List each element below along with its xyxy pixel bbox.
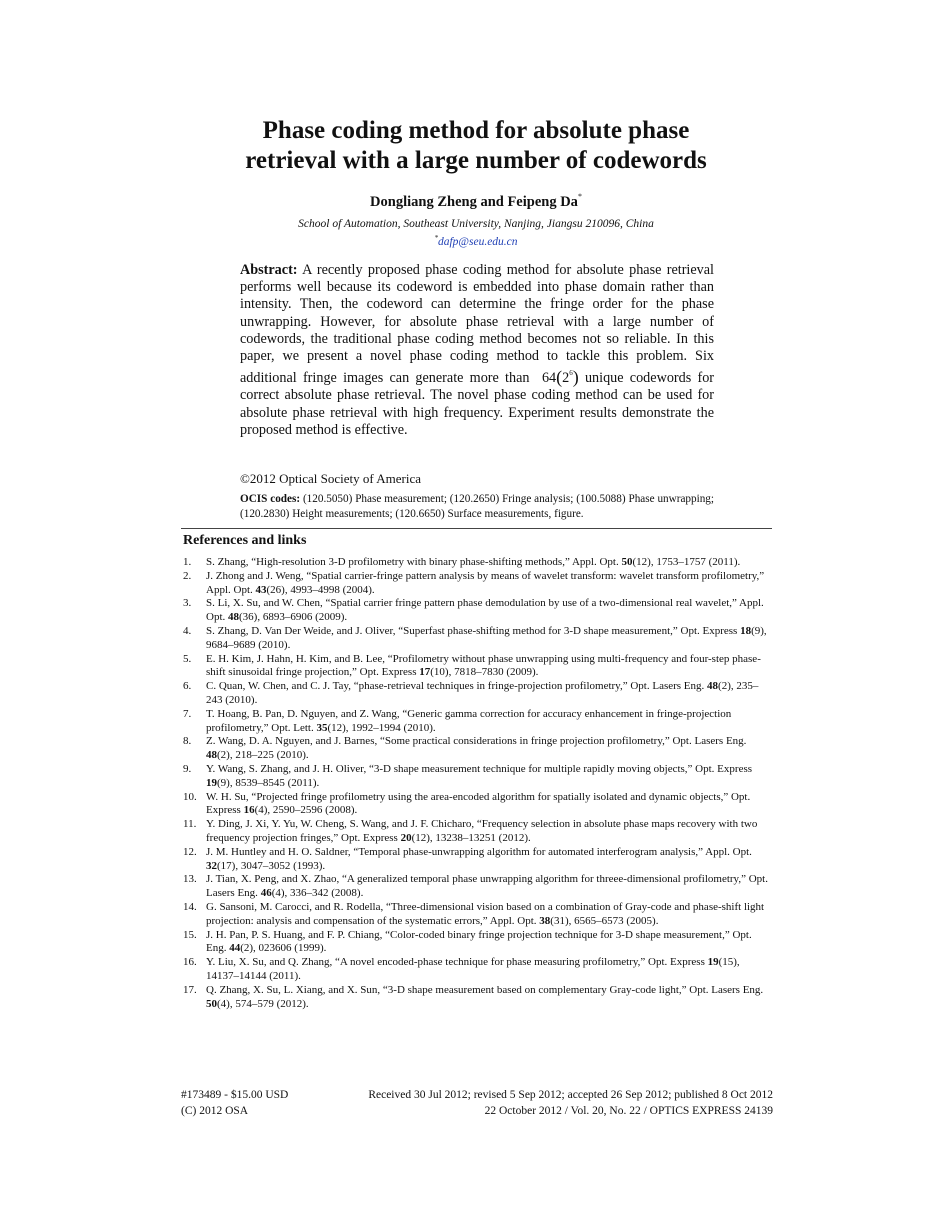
reference-text: G. Sansoni, M. Carocci, and R. Rodella, “Three-dimensional vision based on a combination of Gray-code and phase-shift light projection: analysis and compensation of the systematic errors,” Appl. Opt. (206, 900, 765, 927)
references-heading: References and links (183, 533, 307, 548)
abstract-label: Abstract: (240, 262, 298, 278)
reference-text: Z. Wang, D. A. Nguyen, and J. Barnes, “Some practical considerations in fringe projection profilometry,” Opt. Lasers Eng. (206, 735, 747, 748)
author-names: Dongliang Zheng and Feipeng Da (370, 194, 578, 210)
reference-number: 6. (183, 680, 192, 693)
reference-volume: 38 (539, 914, 551, 927)
title-line-2: retrieval with a large number of codewords (245, 147, 707, 174)
reference-volume: 46 (260, 887, 272, 900)
reference-pages: (15), 14137–14144 (2011). (206, 956, 740, 982)
abstract-text-1: A recently proposed phase coding method for absolute phase retrieval performs well because its codeword is embedded into phase domain rather than intensity. Then, the codeword can determine the fringe order for the phase unwrapping. However, for absolute phase retrieval with a large number of codewords, the traditional phase coding method becomes not so reliable. In this paper, we present a novel phase coding method to tackle this problem. Six additional fringe images can generate more than (240, 262, 714, 387)
math-base: 2 (562, 370, 570, 387)
reference-volume: 48 (206, 749, 217, 762)
reference-item (183, 929, 773, 957)
reference-item (183, 846, 773, 874)
copyright: ©2012 Optical Society of America (240, 471, 421, 486)
paper-title (0, 116, 952, 176)
reference-number: 8. (183, 735, 192, 748)
footer-line-2 (181, 1104, 773, 1118)
reference-number: 17. (183, 983, 197, 996)
reference-volume: 18 (740, 624, 752, 637)
reference-text: Q. Zhang, X. Su, L. Xiang, and X. Sun, “3-D shape measurement based on complementary Gray-code light,” Opt. Lasers Eng. (206, 983, 764, 996)
reference-text: J. Tian, X. Peng, and X. Zhao, “A generalized temporal phase unwrapping algorithm for threee-dimensional profilometry,” Opt. Lasers Eng. (206, 873, 768, 900)
abstract (240, 262, 714, 439)
reference-volume: 19 (707, 956, 719, 969)
corresponding-author-mark: * (577, 192, 582, 201)
reference-pages: (12), 1753–1757 (2011). (632, 556, 741, 568)
ocis-label: OCIS codes: (240, 493, 301, 505)
reference-item (183, 735, 773, 763)
reference-pages: (9), 9684–9689 (2010). (206, 624, 767, 651)
affiliation: School of Automation, Southeast University, Nanjing, Jiangsu 210096, China (298, 218, 654, 230)
reference-item (183, 818, 773, 846)
reference-item (183, 625, 773, 653)
reference-number: 15. (183, 928, 197, 941)
reference-pages: (12), 1992–1994 (2010). (327, 721, 436, 734)
reference-item (183, 763, 773, 791)
reference-text: S. Li, X. Su, and W. Chen, “Spatial carrier fringe pattern phase demodulation by use of a two-dimensional real wavelet,” Appl. Opt. (206, 597, 764, 624)
reference-volume: 17 (419, 666, 431, 679)
reference-pages: (4), 2590–2596 (2008). (254, 804, 358, 817)
reference-item (183, 556, 773, 570)
reference-item (183, 708, 773, 736)
reference-volume: 19 (206, 776, 217, 789)
reference-volume: 35 (316, 721, 328, 734)
footer-dates: Received 30 Jul 2012; revised 5 Sep 2012; accepted 26 Sep 2012; published 8 Oct 2012 (368, 1089, 773, 1101)
reference-item (183, 597, 773, 625)
email-mark: * (434, 234, 438, 242)
reference-pages: (9), 8539–8545 (2011). (217, 776, 320, 789)
reference-text: J. H. Pan, P. S. Huang, and F. P. Chiang, “Color-coded binary fringe projection technique for 3-D shape measurement,” Opt. Eng. (206, 928, 752, 955)
reference-item (183, 901, 773, 929)
reference-text: S. Zhang, D. Van Der Weide, and J. Oliver, “Superfast phase-shifting method for 3-D shape measurement,” Opt. Express (206, 624, 741, 637)
math-paren-close: ) (572, 367, 579, 388)
reference-text: J. M. Huntley and H. O. Saldner, “Temporal phase-unwrapping algorithm for automated interferogram analysis,” Appl. Opt. (206, 845, 752, 858)
reference-volume: 16 (243, 804, 255, 817)
reference-number: 14. (183, 900, 197, 913)
reference-number: 3. (183, 597, 192, 610)
reference-text: T. Hoang, B. Pan, D. Nguyen, and Z. Wang, “Generic gamma correction for accuracy enhancement in fringe-projection profilometry,” Opt. Lett. (206, 707, 732, 734)
reference-volume: 44 (229, 942, 241, 955)
footer-copyright: (C) 2012 OSA (181, 1105, 249, 1117)
reference-number: 13. (183, 873, 197, 886)
abstract-math (536, 367, 579, 388)
reference-item (183, 984, 773, 1012)
reference-number: 10. (183, 790, 197, 803)
reference-volume: 32 (206, 859, 217, 872)
reference-pages: (2), 235–243 (2010). (206, 680, 759, 706)
title-line-1: Phase coding method for absolute phase (262, 117, 690, 144)
reference-number: 12. (183, 845, 197, 858)
reference-pages: (4), 574–579 (2012). (217, 997, 309, 1010)
math-paren-open: ( (556, 367, 563, 388)
reference-volume: 48 (228, 611, 239, 624)
reference-volume: 50 (206, 997, 217, 1010)
reference-list (183, 556, 773, 1011)
reference-text: Y. Ding, J. Xi, Y. Yu, W. Cheng, S. Wang, and J. F. Chicharo, “Frequency selection in absolute phase maps recovery with two frequency projection fringes,” Opt. Express (206, 818, 758, 844)
footer-citation: 22 October 2012 / Vol. 20, No. 22 / OPTICS EXPRESS 24139 (484, 1105, 773, 1117)
section-divider (181, 528, 772, 529)
reference-number: 11. (183, 818, 197, 831)
footer-article-id: #173489 - $15.00 USD (181, 1089, 289, 1101)
math-exponent: 6 (569, 369, 573, 378)
reference-number: 16. (183, 956, 197, 969)
reference-pages: (2), 023606 (1999). (240, 942, 327, 955)
math-number: 64 (541, 370, 557, 387)
reference-pages: (36), 6893–6906 (2009). (239, 611, 348, 624)
reference-item (183, 791, 773, 819)
reference-text: S. Zhang, “High-resolution 3-D profilometry with binary phase-shifting methods,” Appl. Opt. (206, 556, 622, 568)
ocis-codes (240, 492, 714, 521)
reference-text: J. Zhong and J. Weng, “Spatial carrier-fringe pattern analysis by means of wavelet transform: wavelet transform profilometry,” Appl. Opt. (206, 569, 765, 596)
email-link[interactable]: dafp@seu.edu.cn (437, 236, 518, 248)
reference-number: 1. (183, 556, 192, 568)
reference-item (183, 873, 773, 901)
email-line (0, 231, 952, 249)
reference-number: 9. (183, 762, 192, 775)
ocis-text: (120.5050) Phase measurement; (120.2650) Fringe analysis; (100.5088) Phase unwrapping; (120.2830) Height measurements; (120.6650) Surface measurements, figure. (240, 493, 714, 520)
reference-number: 4. (183, 624, 192, 637)
reference-pages: (17), 3047–3052 (1993). (217, 859, 326, 872)
reference-number: 2. (183, 569, 192, 582)
reference-pages: (2), 218–225 (2010). (217, 749, 309, 762)
reference-item (183, 956, 773, 984)
footer-line-1 (181, 1088, 773, 1102)
reference-volume: 43 (255, 583, 267, 596)
reference-item (183, 570, 773, 598)
reference-pages: (31), 6565–6573 (2005). (550, 914, 659, 927)
reference-volume: 48 (707, 680, 719, 693)
abstract-text-2: unique codewords for correct absolute phase retrieval. The novel phase coding method can be used for absolute phase retrieval with high frequency. Experiment results demonstrate the proposed method is effective. (240, 370, 715, 438)
reference-number: 7. (183, 707, 192, 720)
reference-text: Y. Liu, X. Su, and Q. Zhang, “A novel encoded-phase technique for phase measuring profilometry,” Opt. Express (206, 956, 708, 969)
reference-item (183, 653, 773, 681)
reference-volume: 50 (621, 556, 633, 568)
reference-text: C. Quan, W. Chen, and C. J. Tay, “phase-retrieval techniques in fringe-projection profilometry,” Opt. Lasers Eng. (206, 680, 708, 693)
reference-pages: (26), 4993–4998 (2004). (266, 583, 375, 596)
reference-pages: (12), 13238–13251 (2012). (411, 831, 531, 844)
reference-volume: 20 (400, 831, 412, 844)
reference-text: W. H. Su, “Projected fringe profilometry using the area-encoded algorithm for spatially isolated and dynamic objects,” Opt. Express (206, 790, 751, 817)
reference-text: Y. Wang, S. Zhang, and J. H. Oliver, “3-D shape measurement technique for multiple rapidly moving objects,” Opt. Express (206, 762, 753, 775)
authors (0, 192, 952, 211)
reference-pages: (10), 7818–7830 (2009). (430, 666, 539, 679)
reference-item (183, 680, 773, 708)
affiliation-block (0, 217, 952, 249)
reference-number: 5. (183, 652, 192, 665)
reference-pages: (4), 336–342 (2008). (271, 887, 364, 900)
reference-text: E. H. Kim, J. Hahn, H. Kim, and B. Lee, “Profilometry without phase unwrapping using multi-frequency and four-step phase-shift sinusoidal fringe projection,” Opt. Express (206, 652, 761, 679)
